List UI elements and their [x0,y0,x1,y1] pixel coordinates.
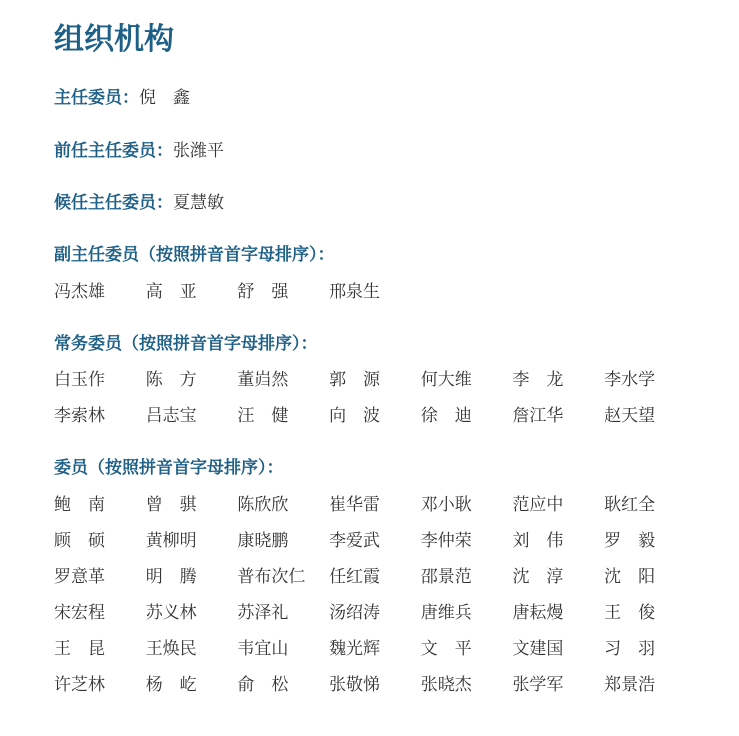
member-name: 舒 强 [237,282,289,302]
incoming-director-row [54,191,224,215]
member-name: 白玉作 [54,370,105,390]
member-name: 曾 骐 [145,495,197,515]
member-name: 李水学 [604,370,656,390]
member-name: 高 亚 [145,282,197,302]
member-name: 沈 淳 [512,567,564,587]
member-name: 邢泉生 [329,282,381,302]
member-name: 韦宜山 [237,639,289,659]
member-name: 耿红全 [604,495,656,515]
former-director-name: 张潍平 [173,141,224,161]
member-name: 苏义林 [145,603,197,623]
member-name: 明 腾 [145,567,197,587]
former-director-row [54,139,224,163]
member-name: 许芝林 [54,675,105,695]
member-name: 范应中 [512,495,564,515]
member-name: 罗 毅 [604,531,656,551]
incoming-director-name: 夏慧敏 [173,193,224,213]
member-name: 罗意革 [54,567,105,587]
member-name: 顾 硕 [54,531,105,551]
members-heading: 委员（按照拼音首字母排序）： [54,458,284,478]
member-name: 何大维 [420,370,472,390]
member-name: 詹江华 [512,406,564,426]
member-name: 鲍 南 [54,495,105,515]
member-name: 文 平 [420,639,472,659]
member-name: 张晓杰 [420,675,472,695]
member-name: 汪 健 [237,406,289,426]
member-name: 张敬悌 [329,675,381,695]
member-name: 文建国 [512,639,564,659]
member-name: 李仲荣 [420,531,472,551]
member-name: 吕志宝 [145,406,197,426]
standing-members-heading: 常务委员（按照拼音首字母排序）： [54,334,318,354]
member-name: 李索林 [54,406,105,426]
vice-directors-heading: 副主任委员（按照拼音首字母排序）： [54,245,335,265]
member-name: 邓小耿 [420,495,472,515]
director-name: 倪 鑫 [139,88,190,108]
incoming-director-label: 候任主任委员： [54,193,173,213]
page-title: 组织机构 [54,22,174,57]
member-name: 张学军 [512,675,564,695]
member-name: 王 俊 [604,603,656,623]
member-name: 任红霞 [329,567,381,587]
member-name: 刘 伟 [512,531,564,551]
member-name: 王 昆 [54,639,105,659]
member-name: 徐 迪 [420,406,472,426]
member-name: 赵天望 [604,406,656,426]
member-name: 邵景范 [420,567,472,587]
member-name: 苏泽礼 [237,603,289,623]
member-name: 俞 松 [237,675,289,695]
members-list [54,487,696,703]
member-name: 陈 方 [145,370,197,390]
member-name: 沈 阳 [604,567,656,587]
member-name: 杨 屹 [145,675,197,695]
member-name: 李爱武 [329,531,381,551]
member-name: 郑景浩 [604,675,656,695]
standing-members-list [54,362,696,434]
member-name: 郭 源 [329,370,381,390]
member-name: 冯杰雄 [54,282,105,302]
director-label: 主任委员： [54,88,139,108]
member-name: 唐耘熳 [512,603,564,623]
member-name: 汤绍涛 [329,603,381,623]
member-name: 黄柳明 [145,531,197,551]
director-row [54,86,190,110]
member-name: 普布次仁 [237,567,306,587]
member-name: 王焕民 [145,639,197,659]
former-director-label: 前任主任委员： [54,141,173,161]
vice-directors-list [54,274,696,310]
member-name: 董岿然 [237,370,289,390]
member-name: 向 波 [329,406,381,426]
member-name: 魏光辉 [329,639,381,659]
member-name: 康晓鹏 [237,531,289,551]
member-name: 习 羽 [604,639,656,659]
member-name: 崔华雷 [329,495,381,515]
member-name: 宋宏程 [54,603,105,623]
member-name: 陈欣欣 [237,495,289,515]
member-name: 唐维兵 [420,603,472,623]
member-name: 李 龙 [512,370,564,390]
